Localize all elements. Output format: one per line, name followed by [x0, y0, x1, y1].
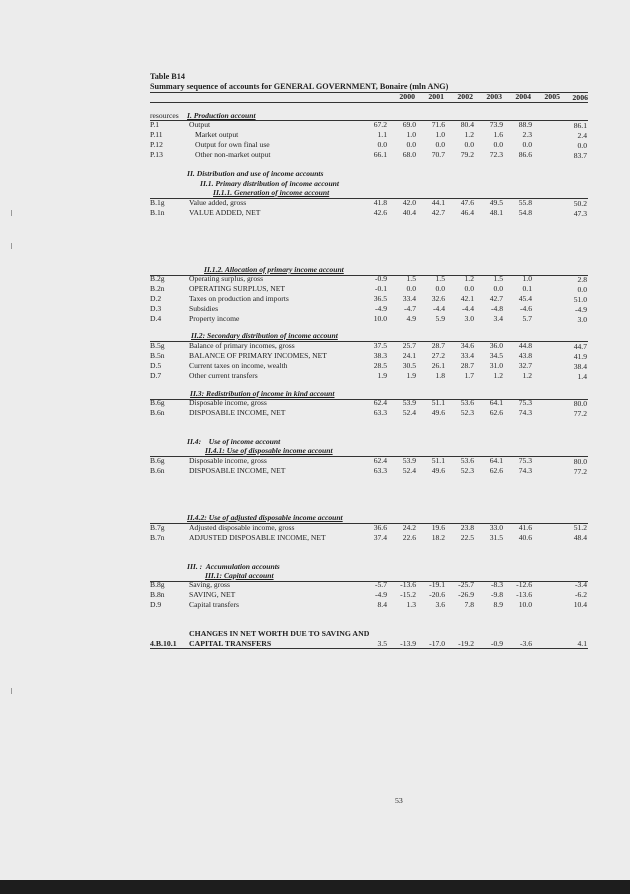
row-value: 41.6	[518, 523, 532, 532]
row-value: 63.3	[373, 466, 387, 475]
row-value: 42.7	[489, 294, 503, 303]
row-value: 54.8	[518, 208, 532, 217]
row-value: 47.6	[460, 198, 474, 207]
row-value: -4.4	[461, 304, 474, 313]
resources-label: resources	[150, 111, 179, 120]
row-desc: Market output	[195, 130, 239, 139]
row-desc: DISPOSABLE INCOME, NET	[189, 466, 286, 475]
row-value: -12.6	[516, 580, 532, 589]
row-value: 42.6	[373, 208, 387, 217]
section-heading: II.1. Primary distribution of income account	[200, 179, 340, 188]
row-value: 44.7	[573, 342, 587, 351]
row-code: B.5g	[150, 341, 165, 350]
row-value: 62.4	[373, 398, 387, 407]
row-value: 1.9	[406, 371, 416, 380]
row-desc: Subsidies	[189, 304, 219, 313]
row-value: 1.0	[522, 274, 532, 283]
row-value: 86.6	[518, 150, 532, 159]
row-value: 46.4	[460, 208, 474, 217]
row-code: P.11	[150, 130, 163, 139]
row-desc: Saving, gross	[189, 580, 230, 589]
row-value: 86.1	[573, 121, 587, 130]
row-value: -25.7	[458, 580, 474, 589]
row-desc: Current taxes on income, wealth	[189, 361, 288, 370]
row-value: 2.4	[577, 131, 587, 140]
row-value: -0.1	[374, 284, 387, 293]
row-code: D.4	[150, 314, 162, 323]
row-value: 31.5	[489, 533, 503, 542]
row-value: 10.4	[573, 600, 587, 609]
table-label: Table B14	[150, 72, 185, 81]
row-value: 19.6	[431, 523, 445, 532]
row-value: -20.6	[429, 590, 445, 599]
row-value: 62.6	[489, 408, 503, 417]
row-value: 73.9	[489, 120, 503, 129]
section-heading: II.1.1. Generation of income account	[213, 188, 330, 197]
row-value: 0.0	[464, 140, 474, 149]
row-desc: SAVING, NET	[189, 590, 236, 599]
row-value: 10.0	[518, 600, 532, 609]
row-value: -26.9	[458, 590, 474, 599]
row-value: 1.8	[435, 371, 445, 380]
row-value: 3.0	[577, 315, 587, 324]
row-value: 0.1	[522, 284, 532, 293]
row-value: 0.0	[464, 284, 474, 293]
row-value: 18.2	[431, 533, 445, 542]
row-value: 53.6	[460, 398, 474, 407]
row-desc: Adjusted disposable income, gross	[189, 523, 295, 532]
year-header: 2006	[572, 93, 588, 102]
row-value: 3.0	[464, 314, 474, 323]
row-value: 52.4	[402, 408, 416, 417]
row-value: 23.8	[460, 523, 474, 532]
row-desc: DISPOSABLE INCOME, NET	[189, 408, 286, 417]
row-value: 1.3	[406, 600, 416, 609]
year-header: 2005	[544, 92, 560, 101]
year-header: 2001	[428, 92, 444, 101]
row-code: P.1	[150, 120, 160, 129]
row-value: 41.9	[573, 352, 587, 361]
net-worth-desc: CAPITAL TRANSFERS	[189, 639, 272, 648]
scan-bottom-band	[0, 880, 630, 894]
row-value: 1.6	[493, 130, 503, 139]
row-value: 10.0	[373, 314, 387, 323]
row-value: 55.8	[518, 198, 532, 207]
row-desc: Output for own final use	[195, 140, 270, 149]
row-value: -0.9	[374, 274, 387, 283]
row-code: B.6g	[150, 398, 165, 407]
row-value: 1.0	[435, 130, 445, 139]
row-value: 28.5	[373, 361, 387, 370]
row-value: -4.4	[432, 304, 445, 313]
row-value: 2.3	[522, 130, 532, 139]
row-value: -13.6	[516, 590, 532, 599]
section-heading: II.3: Redistribution of income in kind account	[190, 389, 335, 398]
row-value: -19.1	[429, 580, 445, 589]
scan-mark	[11, 688, 12, 694]
row-code: B.6n	[150, 466, 165, 475]
row-value: -4.7	[403, 304, 416, 313]
row-value: -4.8	[490, 304, 503, 313]
row-value: 74.3	[518, 466, 532, 475]
row-value: 80.0	[573, 399, 587, 408]
row-value: -0.9	[490, 639, 503, 648]
row-value: 3.4	[493, 314, 503, 323]
year-header: 2003	[486, 92, 502, 101]
row-value: 77.2	[573, 467, 587, 476]
row-value: 25.7	[402, 341, 416, 350]
row-desc: Property income	[189, 314, 240, 323]
row-value: 28.7	[431, 341, 445, 350]
row-value: 33.0	[489, 523, 503, 532]
row-code: B.7g	[150, 523, 165, 532]
row-value: 0.0	[493, 140, 503, 149]
row-value: 74.3	[518, 408, 532, 417]
row-value: 48.4	[573, 533, 587, 542]
row-value: 51.1	[431, 456, 445, 465]
row-desc: Other current transfers	[189, 371, 258, 380]
row-value: 8.4	[377, 600, 387, 609]
row-value: -4.9	[374, 590, 387, 599]
row-value: 77.2	[573, 409, 587, 418]
row-value: 47.3	[573, 209, 587, 218]
row-value: 31.0	[489, 361, 503, 370]
row-value: 1.5	[406, 274, 416, 283]
year-header: 2002	[457, 92, 473, 101]
table-title: Summary sequence of accounts for GENERAL GOVERNMENT, Bonaire (mln ANG)	[150, 82, 449, 91]
row-value: 62.4	[373, 456, 387, 465]
row-code: P.12	[150, 140, 163, 149]
row-value: 34.5	[489, 351, 503, 360]
year-header: 2000	[399, 92, 415, 101]
row-desc: Value added, gross	[189, 198, 247, 207]
row-value: 88.9	[518, 120, 532, 129]
row-value: -13.6	[400, 580, 416, 589]
row-value: 40.4	[402, 208, 416, 217]
row-code: B.6n	[150, 408, 165, 417]
row-value: 83.7	[573, 151, 587, 160]
row-value: 49.5	[489, 198, 503, 207]
row-value: 0.0	[406, 284, 416, 293]
row-value: 36.6	[373, 523, 387, 532]
row-value: 0.0	[377, 140, 387, 149]
row-value: 63.3	[373, 408, 387, 417]
row-desc: Other non-market output	[195, 150, 271, 159]
row-desc: Output	[189, 120, 211, 129]
row-value: 66.1	[373, 150, 387, 159]
row-desc: BALANCE OF PRIMARY INCOMES, NET	[189, 351, 327, 360]
section-heading: I. Production account	[187, 111, 256, 120]
row-desc: Operating surplus, gross	[189, 274, 264, 283]
row-value: 28.7	[460, 361, 474, 370]
row-code: 4.B.10.1	[150, 639, 177, 648]
row-value: 52.3	[460, 408, 474, 417]
row-value: -9.8	[490, 590, 503, 599]
row-value: 80.4	[460, 120, 474, 129]
row-code: D.7	[150, 371, 162, 380]
row-value: 45.4	[518, 294, 532, 303]
row-value: 67.2	[373, 120, 387, 129]
row-desc: ADJUSTED DISPOSABLE INCOME, NET	[189, 533, 326, 542]
row-value: 38.4	[573, 362, 587, 371]
row-value: 1.2	[493, 371, 503, 380]
row-value: 42.0	[402, 198, 416, 207]
row-value: 68.0	[402, 150, 416, 159]
row-code: B.8n	[150, 590, 165, 599]
net-worth-desc: CHANGES IN NET WORTH DUE TO SAVING AND	[189, 629, 370, 638]
header-rule	[150, 102, 588, 103]
row-value: 52.3	[460, 466, 474, 475]
row-value: 30.5	[402, 361, 416, 370]
row-code: B.7n	[150, 533, 165, 542]
section-heading: III. : Accumulation accounts	[187, 562, 280, 571]
row-value: -3.6	[519, 639, 532, 648]
row-value: 0.0	[435, 284, 445, 293]
row-value: 1.0	[406, 130, 416, 139]
row-value: -6.2	[574, 590, 587, 599]
row-value: 1.5	[435, 274, 445, 283]
row-value: 1.4	[577, 372, 587, 381]
page-number: 53	[395, 796, 403, 805]
row-code: D.9	[150, 600, 162, 609]
row-value: 33.4	[402, 294, 416, 303]
row-value: 32.6	[431, 294, 445, 303]
row-code: B.2g	[150, 274, 165, 283]
row-value: 27.2	[431, 351, 445, 360]
row-value: -15.2	[400, 590, 416, 599]
row-value: 70.7	[431, 150, 445, 159]
row-desc: OPERATING SURPLUS, NET	[189, 284, 285, 293]
row-value: -17.0	[429, 639, 445, 648]
row-value: 0.0	[577, 141, 587, 150]
row-code: B.1n	[150, 208, 165, 217]
row-value: 7.8	[464, 600, 474, 609]
row-value: 36.0	[489, 341, 503, 350]
row-value: 51.2	[573, 523, 587, 532]
row-value: -4.9	[374, 304, 387, 313]
row-value: 53.6	[460, 456, 474, 465]
row-value: 0.0	[493, 284, 503, 293]
row-value: 33.4	[460, 351, 474, 360]
row-desc: Balance of primary incomes, gross	[189, 341, 295, 350]
row-value: 34.6	[460, 341, 474, 350]
row-value: 32.7	[518, 361, 532, 370]
row-desc: Capital transfers	[189, 600, 239, 609]
row-value: 75.3	[518, 456, 532, 465]
row-value: 5.7	[522, 314, 532, 323]
row-value: 37.5	[373, 341, 387, 350]
row-value: 50.2	[573, 199, 587, 208]
scan-mark	[11, 210, 12, 216]
row-value: 80.0	[573, 457, 587, 466]
row-value: 52.4	[402, 466, 416, 475]
row-desc: Taxes on production and imports	[189, 294, 289, 303]
row-value: 22.5	[460, 533, 474, 542]
row-value: 1.1	[377, 130, 387, 139]
row-value: 69.0	[402, 120, 416, 129]
row-value: 49.6	[431, 466, 445, 475]
row-value: 72.3	[489, 150, 503, 159]
section-heading: II. Distribution and use of income accounts	[187, 169, 324, 178]
row-value: 1.7	[464, 371, 474, 380]
row-value: 0.0	[522, 140, 532, 149]
row-value: 3.6	[435, 600, 445, 609]
row-value: 3.5	[377, 639, 387, 648]
row-value: 44.1	[431, 198, 445, 207]
row-value: 4.9	[406, 314, 416, 323]
row-value: 53.9	[402, 456, 416, 465]
row-value: 8.9	[493, 600, 503, 609]
row-value: 71.6	[431, 120, 445, 129]
row-value: -5.7	[374, 580, 387, 589]
section-heading: II.4.2: Use of adjusted disposable income account	[187, 513, 343, 522]
row-value: -4.9	[574, 305, 587, 314]
row-code: D.2	[150, 294, 162, 303]
row-code: B.8g	[150, 580, 165, 589]
row-value: 49.6	[431, 408, 445, 417]
row-value: 37.4	[373, 533, 387, 542]
row-value: 4.1	[577, 639, 587, 648]
row-desc: Disposable income, gross	[189, 398, 267, 407]
row-desc: VALUE ADDED, NET	[189, 208, 261, 217]
row-value: 5.9	[435, 314, 445, 323]
section-heading: II.2: Secondary distribution of income account	[191, 331, 338, 340]
row-value: 36.5	[373, 294, 387, 303]
row-value: 43.8	[518, 351, 532, 360]
row-value: 26.1	[431, 361, 445, 370]
row-value: 1.5	[493, 274, 503, 283]
row-code: D.3	[150, 304, 162, 313]
row-value: 64.1	[489, 398, 503, 407]
row-value: 40.6	[518, 533, 532, 542]
row-value: 1.2	[464, 274, 474, 283]
section-heading: III.1: Capital account	[205, 571, 274, 580]
row-value: 79.2	[460, 150, 474, 159]
row-value: 0.0	[435, 140, 445, 149]
row-value: 0.0	[577, 285, 587, 294]
section-heading: II.4.1: Use of disposable income account	[205, 446, 333, 455]
bottom-rule	[150, 648, 588, 649]
row-code: P.13	[150, 150, 163, 159]
row-value: 24.1	[402, 351, 416, 360]
row-value: 75.3	[518, 398, 532, 407]
row-value: -3.4	[574, 580, 587, 589]
row-value: 42.7	[431, 208, 445, 217]
row-value: 42.1	[460, 294, 474, 303]
row-value: 51.1	[431, 398, 445, 407]
section-heading: II.4: Use of income account	[187, 437, 281, 446]
row-code: B.6g	[150, 456, 165, 465]
section-heading: II.1.2. Allocation of primary income account	[204, 265, 344, 274]
row-value: -19.2	[458, 639, 474, 648]
row-value: -13.9	[400, 639, 416, 648]
row-value: 62.6	[489, 466, 503, 475]
row-code: B.5n	[150, 351, 165, 360]
row-value: 1.9	[377, 371, 387, 380]
row-value: -4.6	[519, 304, 532, 313]
row-code: B.2n	[150, 284, 165, 293]
row-code: B.1g	[150, 198, 165, 207]
row-value: 24.2	[402, 523, 416, 532]
row-value: 53.9	[402, 398, 416, 407]
year-header: 2004	[515, 92, 531, 101]
row-desc: Disposable income, gross	[189, 456, 267, 465]
row-value: 41.8	[373, 198, 387, 207]
row-value: 48.1	[489, 208, 503, 217]
row-value: 38.3	[373, 351, 387, 360]
row-value: 0.0	[406, 140, 416, 149]
row-value: -8.3	[490, 580, 503, 589]
scan-mark	[11, 243, 12, 249]
row-value: 2.8	[577, 275, 587, 284]
row-code: D.5	[150, 361, 162, 370]
row-value: 64.1	[489, 456, 503, 465]
row-value: 22.6	[402, 533, 416, 542]
row-value: 1.2	[464, 130, 474, 139]
row-value: 1.2	[522, 371, 532, 380]
row-value: 51.0	[573, 295, 587, 304]
row-value: 44.8	[518, 341, 532, 350]
